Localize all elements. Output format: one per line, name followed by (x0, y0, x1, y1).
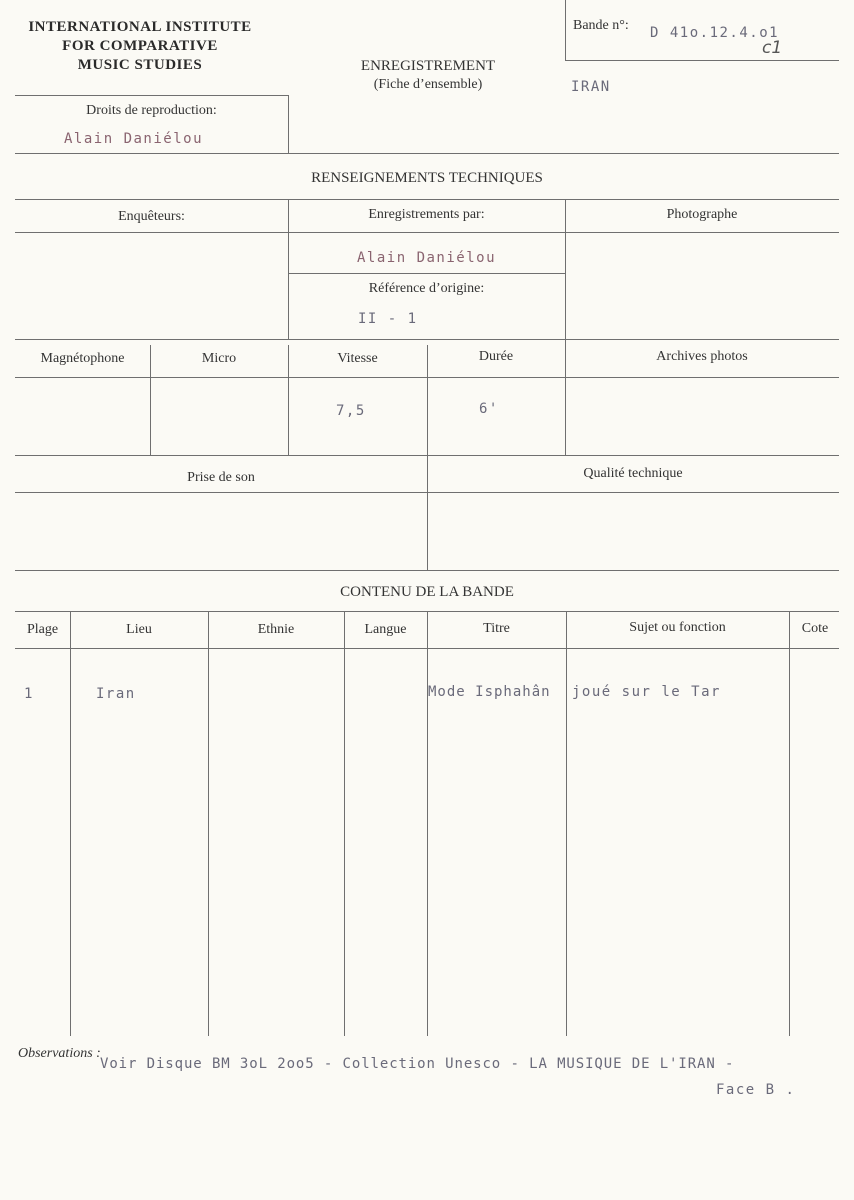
form-title: ENREGISTREMENT (360, 58, 496, 74)
column-header-titre: Titre (483, 621, 510, 636)
magnetophone-label: Magnétophone (40, 351, 125, 366)
country-value: IRAN (571, 79, 611, 95)
archives-photos-label: Archives photos (656, 349, 748, 364)
enregistrements-label: Enregistrements par: (368, 207, 485, 222)
column-header-lieu: Lieu (126, 622, 152, 637)
qualite-technique-label: Qualité technique (583, 466, 683, 481)
technical-section-title: RENSEIGNEMENTS TECHNIQUES (311, 170, 543, 186)
form-subtitle: (Fiche d’ensemble) (373, 77, 483, 92)
institute-line-1: INTERNATIONAL INSTITUTE (28, 19, 252, 35)
column-header-plage: Plage (26, 622, 59, 637)
bande-value: D 41o.12.4.o1 (650, 25, 780, 41)
institute-line-3: MUSIC STUDIES (77, 57, 203, 73)
reference-label: Référence d’origine: (368, 281, 485, 296)
row-titre: Mode Isphahân (428, 684, 551, 700)
institute-line-2: FOR COMPARATIVE (62, 38, 218, 54)
duree-label: Durée (478, 349, 514, 364)
photographe-label: Photographe (666, 207, 738, 222)
duree-value: 6' (479, 401, 499, 417)
column-header-ethnie: Ethnie (257, 622, 295, 637)
bande-handwritten-note: c1 (762, 38, 783, 58)
column-header-cote: Cote (801, 621, 829, 636)
vitesse-label: Vitesse (337, 351, 378, 366)
vitesse-value: 7,5 (336, 403, 366, 419)
institute-name (14, 18, 266, 75)
row-lieu: Iran (96, 686, 136, 702)
bande-label: Bande n°: (573, 18, 629, 33)
observations-line-1: Voir Disque BM 3oL 2oo5 - Collection Unesco - LA MUSIQUE DE L'IRAN - (100, 1056, 735, 1072)
rights-value: Alain Daniélou (64, 131, 204, 147)
prise-de-son-label: Prise de son (187, 470, 255, 485)
micro-label: Micro (201, 351, 237, 366)
rights-label: Droits de reproduction: (86, 103, 217, 118)
row-plage: 1 (24, 686, 34, 702)
observations-label: Observations : (18, 1046, 101, 1061)
reference-value: II - 1 (358, 311, 418, 327)
column-header-sujet: Sujet ou fonction (629, 620, 726, 635)
column-header-langue: Langue (364, 622, 407, 637)
row-sujet: joué sur le Tar (572, 684, 721, 700)
contents-section-title: CONTENU DE LA BANDE (340, 584, 514, 600)
observations-line-2: Face B . (716, 1082, 796, 1098)
enregistrements-value: Alain Daniélou (357, 250, 497, 266)
enqueteurs-label: Enquêteurs: (118, 209, 185, 224)
